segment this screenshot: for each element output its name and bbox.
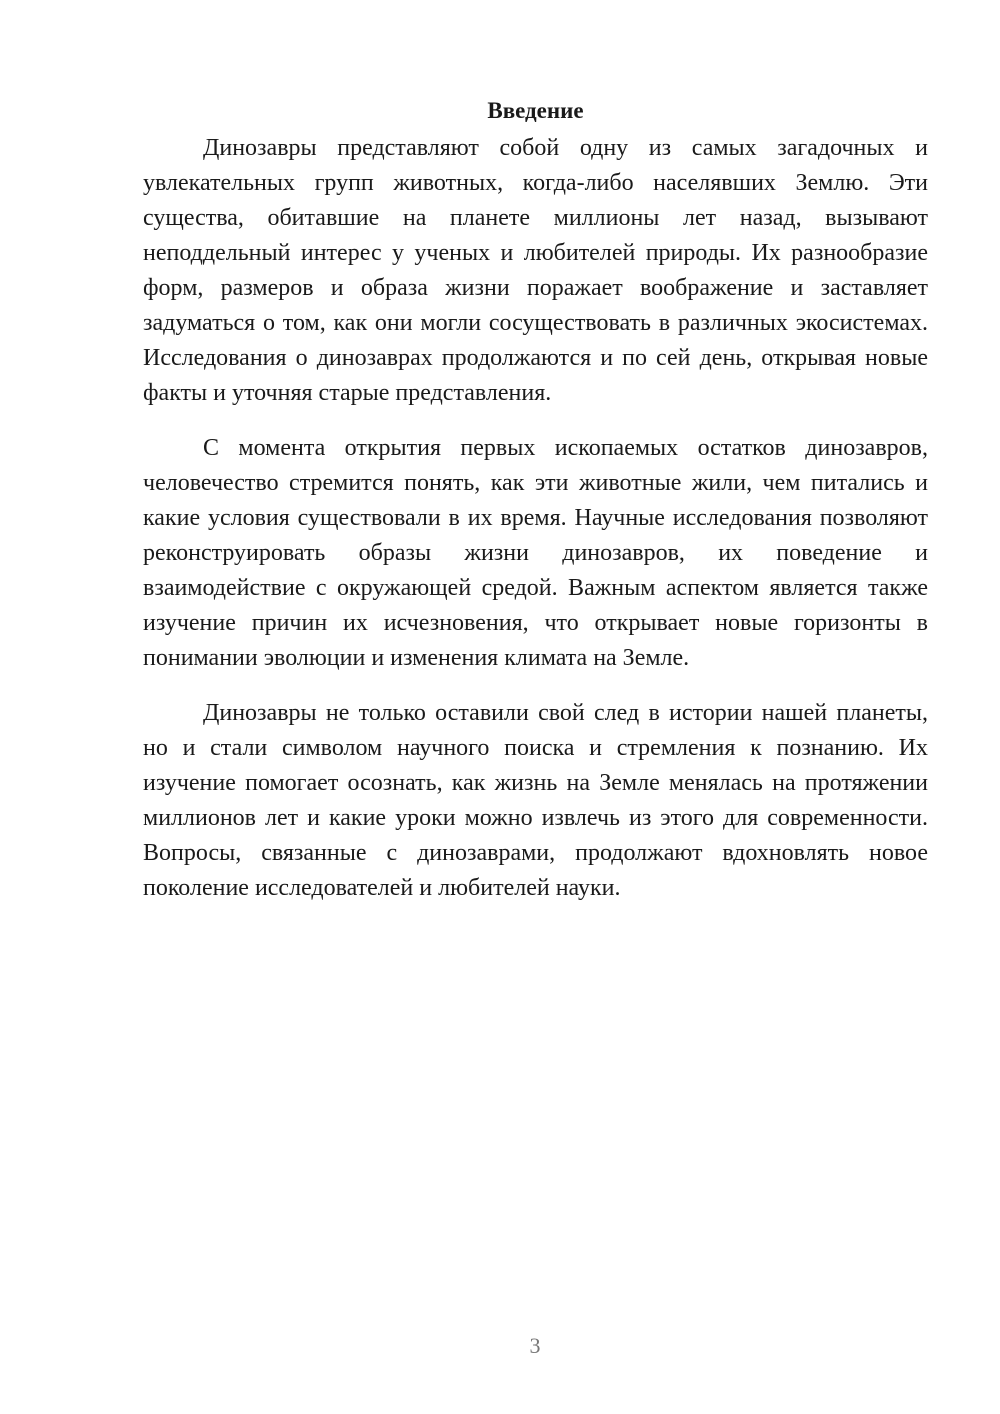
paragraph-3: Динозавры не только оставили свой след в истории нашей планеты, но и стали символом научного поиска и стремления к познанию. Их изучение помогает осознать, как жизнь на Земле менялась на протяжении миллионов лет и какие уроки можно извлечь из этого для современности. Вопросы, связанные с динозаврами, продолжают вдохновлять новое поколение исследователей и любителей науки. [143, 700, 928, 901]
section-title: Введение [487, 98, 584, 123]
paragraph-1: Динозавры представляют собой одну из самых загадочных и увлекательных групп животных, когда-либо населявших Землю. Эти существа, обитавшие на планете миллионы лет назад, вызывают неподдельный интерес у ученых и любителей природы. Их разнообразие форм, размеров и образа жизни поражает воображение и заставляет задуматься о том, как они могли сосуществовать в различных экосистемах. Исследования о динозаврах продолжаются и по сей день, открывая новые факты и уточняя старые представления. [143, 135, 928, 406]
document-body [143, 95, 928, 926]
page-number: 3 [529, 1333, 541, 1358]
paragraph-2: С момента открытия первых ископаемых остатков динозавров, человечество стремится понять, как эти животные жили, чем питались и какие условия существовали в их время. Научные исследования позволяют реконструировать образы жизни динозавров, их поведение и взаимодействие с окружающей средой. Важным аспектом является также изучение причин их исчезновения, что открывает новые горизонты в понимании эволюции и изменения климата на Земле. [143, 435, 928, 671]
